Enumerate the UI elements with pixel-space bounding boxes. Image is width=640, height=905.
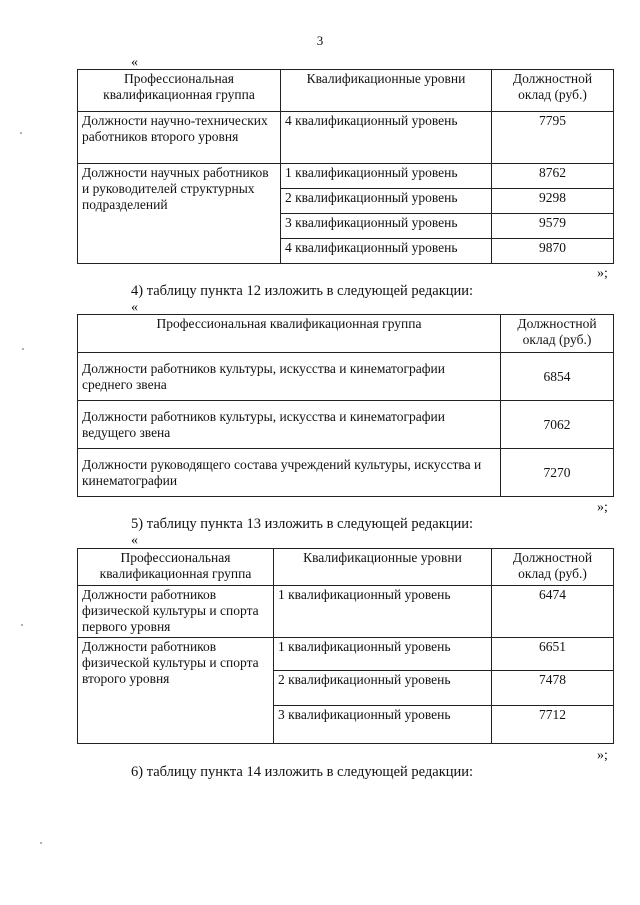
qual-level: 2 квалификационный уровень [274,671,492,706]
group-name: Должности работников культуры, искусства и кинематографии среднего звена [78,353,501,401]
salary-value: 9579 [492,214,614,239]
salary-value: 7795 [492,112,614,164]
salary-value: 9298 [492,189,614,214]
table-header-row [78,315,614,353]
header-group: Профессиональная квалификационная группа [78,70,281,112]
qual-level: 2 квалификационный уровень [281,189,492,214]
close-mark: »; [597,500,608,515]
qual-level: 1 квалификационный уровень [281,164,492,189]
table-sport-groups [77,548,614,744]
qual-level: 4 квалификационный уровень [281,239,492,264]
open-quote: « [131,300,138,315]
header-group: Профессиональная квалификационная группа [78,315,501,353]
group-name: Должности работников физической культуры и спорта второго уровня [78,638,274,744]
intro-item-4: 4) таблицу пункта 12 изложить в следующей редакции: [131,283,474,299]
salary-value: 6651 [492,638,614,671]
qual-level: 3 квалификационный уровень [281,214,492,239]
group-name: Должности научно-технических работников второго уровня [78,112,281,164]
table-header-row [78,549,614,586]
group-name: Должности работников культуры, искусства и кинематографии ведущего звена [78,401,501,449]
group-name: Должности руководящего состава учреждений культуры, искусства и кинематографии [78,449,501,497]
header-salary: Должностной оклад (руб.) [501,315,614,353]
salary-value: 7478 [492,671,614,706]
salary-value: 7712 [492,706,614,744]
close-mark: »; [597,266,608,281]
table-row [78,164,614,189]
table-row [78,586,614,638]
qual-level: 1 квалификационный уровень [274,586,492,638]
header-levels: Квалификационные уровни [274,549,492,586]
qual-level: 1 квалификационный уровень [274,638,492,671]
table-culture-groups [77,314,614,497]
table-header-row [78,70,614,112]
salary-value: 6854 [501,353,614,401]
table-qualification-science [77,69,614,264]
table-row [78,638,614,671]
qual-level: 4 квалификационный уровень [281,112,492,164]
close-mark: »; [597,748,608,763]
table-row [78,401,614,449]
header-levels: Квалификационные уровни [281,70,492,112]
open-quote: « [131,533,138,548]
page-number: 3 [316,33,324,48]
table-row [78,112,614,164]
salary-value: 7062 [501,401,614,449]
group-name: Должности работников физической культуры и спорта первого уровня [78,586,274,638]
header-group: Профессиональная квалификационная группа [78,549,274,586]
qual-level: 3 квалификационный уровень [274,706,492,744]
intro-item-5: 5) таблицу пункта 13 изложить в следующей редакции: [131,516,474,532]
table-row [78,449,614,497]
header-salary: Должностной оклад (руб.) [492,70,614,112]
group-name: Должности научных работников и руководителей структурных подразделений [78,164,281,264]
salary-value: 9870 [492,239,614,264]
table-row [78,353,614,401]
salary-value: 6474 [492,586,614,638]
header-salary: Должностной оклад (руб.) [492,549,614,586]
intro-item-6: 6) таблицу пункта 14 изложить в следующей редакции: [131,764,474,780]
open-quote: « [131,55,138,70]
salary-value: 7270 [501,449,614,497]
salary-value: 8762 [492,164,614,189]
